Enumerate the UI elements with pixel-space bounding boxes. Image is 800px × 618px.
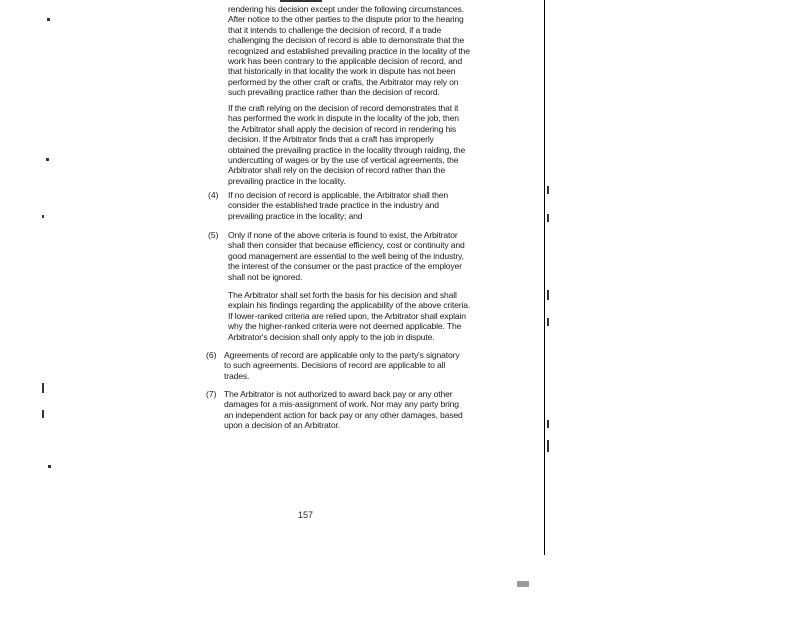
scan-speck (547, 214, 549, 222)
text-line: performed by the other craft or crafts, the Arbitrator may rely on (228, 76, 459, 87)
scan-speck (547, 440, 549, 452)
right-margin-rule (544, 0, 545, 555)
scan-speck (42, 410, 44, 418)
text-line: recognized and established prevailing practice in the locality of the (228, 45, 470, 56)
scan-speck (42, 383, 44, 393)
text-line: Arbitrator shall rely on the decision of record rather than the (228, 165, 445, 176)
item-5-continuation (228, 290, 470, 342)
text-line: upon a decision of an Arbitrator. (224, 420, 340, 431)
scan-stamp-mark (517, 581, 529, 587)
item-number: (6) (206, 350, 217, 360)
text-line: the Arbitrator shall apply the decision of record in rendering his (228, 123, 456, 134)
item-5-text (228, 230, 465, 282)
text-line: The Arbitrator shall set forth the basis for his decision and shall (228, 290, 457, 300)
text-line: good management are essential to the well being of the industry, (228, 250, 464, 261)
scan-speck (547, 318, 549, 326)
text-line: consider the established trade practice in the industry and (228, 200, 439, 211)
item-number: (7) (206, 389, 217, 399)
text-line: decision. If the Arbitrator finds that a craft has improperly (228, 134, 434, 145)
text-line: work has been contrary to the applicable decision of record, and (228, 56, 463, 67)
page-number: 157 (298, 510, 314, 520)
text-line: prevailing practice in the locality. (228, 175, 346, 186)
item-number: (5) (208, 230, 219, 240)
text-line: to such agreements. Decisions of record are applicable to all (224, 360, 446, 371)
text-line: damages for a mis-assignment of work. Nor may any party bring (224, 399, 459, 410)
scan-speck (47, 18, 50, 21)
text-line: the interest of the consumer or the past practice of the employer (228, 261, 462, 272)
text-line: that it intends to challenge the decision of record, if a trade (228, 24, 442, 35)
opening-paragraph (228, 4, 470, 98)
text-line: If the craft relying on the decision of record demonstrates that it (228, 103, 459, 113)
text-line: prevailing practice in the locality; and (228, 210, 363, 221)
text-line: obtained the prevailing practice in the locality through raiding, the (228, 144, 466, 155)
item-4-text (228, 190, 448, 221)
text-line: an independent action for back pay or any other damages, based (224, 409, 463, 420)
text-line: The Arbitrator is not authorized to award back pay or any other (224, 389, 453, 399)
text-line: that historically in that locality the work in dispute has not been (228, 66, 456, 77)
scan-speck (42, 215, 44, 218)
second-paragraph (228, 103, 465, 186)
item-number: (4) (208, 190, 219, 200)
text-line: explain his findings regarding the applicability of the above criteria. (228, 300, 471, 311)
scan-speck (48, 465, 51, 468)
text-line: Only if none of the above criteria is found to exist, the Arbitrator (228, 230, 458, 240)
text-line: such prevailing practice rather than the decision of record. (228, 87, 440, 98)
text-line: shall then consider that because efficiency, cost or continuity and (228, 240, 465, 251)
text-line: shall not be ignored. (228, 271, 303, 282)
text-line: has performed the work in dispute in the locality of the job, then (228, 113, 459, 124)
text-line: After notice to the other parties to the dispute prior to the hearing (228, 14, 464, 25)
text-line: If lower-ranked criteria are relied upon, the Arbitrator shall explain (228, 310, 466, 321)
scan-speck (280, 0, 322, 2)
text-line: trades. (224, 370, 250, 381)
scan-speck (46, 158, 49, 161)
text-line: undercutting of wages or by the use of vertical agreements, the (228, 155, 459, 166)
text-line: If no decision of record is applicable, the Arbitrator shall then (228, 190, 449, 200)
text-line: why the higher-ranked criteria were not deemed applicable. The (228, 321, 462, 332)
item-6-text (224, 350, 460, 381)
scan-speck (547, 290, 549, 300)
scan-speck (547, 420, 549, 428)
text-line: rendering his decision except under the following circumstances. (228, 4, 464, 14)
item-7-text (224, 389, 463, 431)
text-line: Agreements of record are applicable only to the party's signatory (224, 350, 460, 360)
text-line: Arbitrator's decision shall only apply to the job in dispute. (228, 331, 435, 342)
text-line: challenging the decision of record is able to demonstrate that the (228, 35, 465, 46)
scan-speck (547, 186, 549, 194)
